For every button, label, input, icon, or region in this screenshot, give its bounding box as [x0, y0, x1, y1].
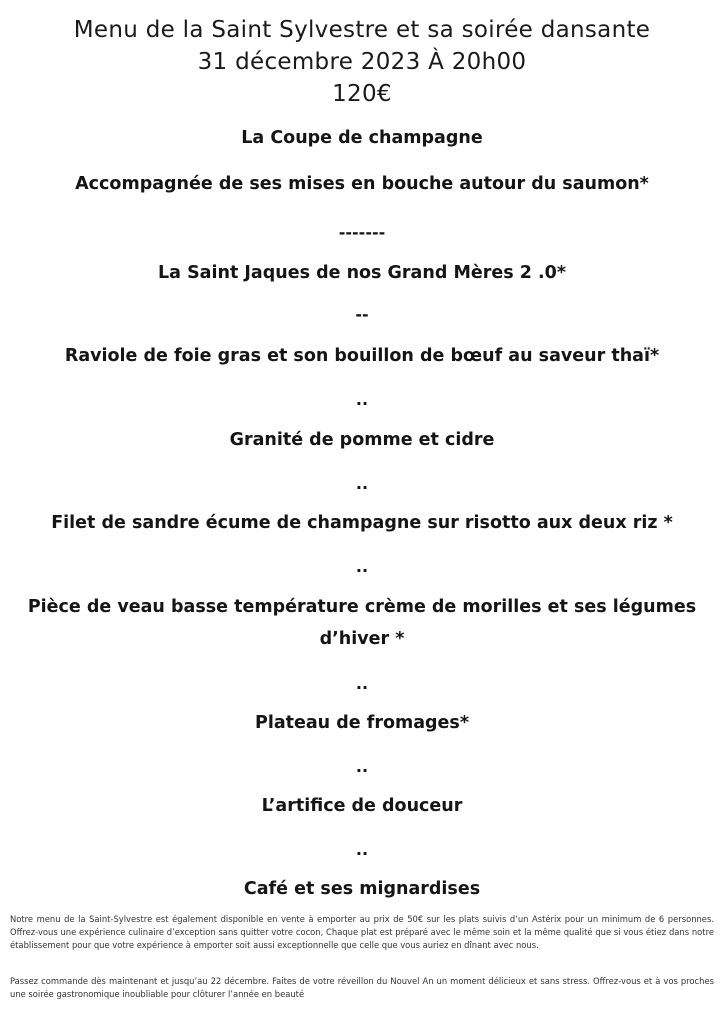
course-mises-en-bouche: Accompagnée de ses mises en bouche autour du saumon*	[75, 174, 649, 194]
separator-2: --	[355, 305, 369, 324]
course-sandre: Filet de sandre écume de champagne sur risotto aux deux riz *	[51, 513, 673, 533]
course-veau-line-2: d’hiver *	[319, 629, 405, 649]
course-fromages: Plateau de fromages*	[255, 713, 469, 733]
menu-price: 120€	[332, 81, 392, 107]
separator-3: ..	[355, 390, 369, 409]
separator-1: -------	[338, 223, 386, 242]
course-cafe: Café et ses mignardises	[243, 879, 481, 899]
footer-takeaway-note: Notre menu de la Saint-Sylvestre est également disponible en vente à emporter au prix de 50€ sur les plats suivis d’un Astérix pour un minimum de 6 personnes. Offrez-vous une expérience culinaire d’exception sans quitter votre cocon, Chaque plat est préparé avec le même soin et la même qualité que si vous étiez dans notre établissement pour que votre expérience à emporter soit aussi exceptionnelle que celle que vous auriez en dînant avec nous.	[10, 914, 714, 950]
course-raviole: Raviole de foie gras et son bouillon de bœuf au saveur thaï*	[64, 346, 660, 366]
course-coupe: La Coupe de champagne	[241, 128, 483, 148]
course-saint-jaques: La Saint Jaques de nos Grand Mères 2 .0*	[158, 263, 566, 283]
separator-4: ..	[355, 474, 369, 493]
separator-7: ..	[355, 757, 369, 776]
separator-5: ..	[355, 557, 369, 576]
course-granite: Granité de pomme et cidre	[229, 430, 495, 450]
separator-8: ..	[355, 840, 369, 859]
footer-order-note: Passez commande dès maintenant et jusqu’au 22 décembre. Faites de votre réveillon du Nouvel An un moment délicieux et sans stress. Offrez-vous et à vos proches une soirée gastronomique inoubliable pour clôturer l’année en beauté	[10, 976, 714, 999]
menu-header	[0, 14, 724, 110]
course-artifice: L’artifice de douceur	[261, 796, 463, 816]
event-date: 31 décembre 2023 À 20h00	[197, 49, 527, 75]
separator-6: ..	[355, 674, 369, 693]
menu-title: Menu de la Saint Sylvestre et sa soirée dansante	[73, 17, 651, 43]
course-veau-line-1: Pièce de veau basse température crème de morilles et ses légumes	[27, 597, 697, 617]
